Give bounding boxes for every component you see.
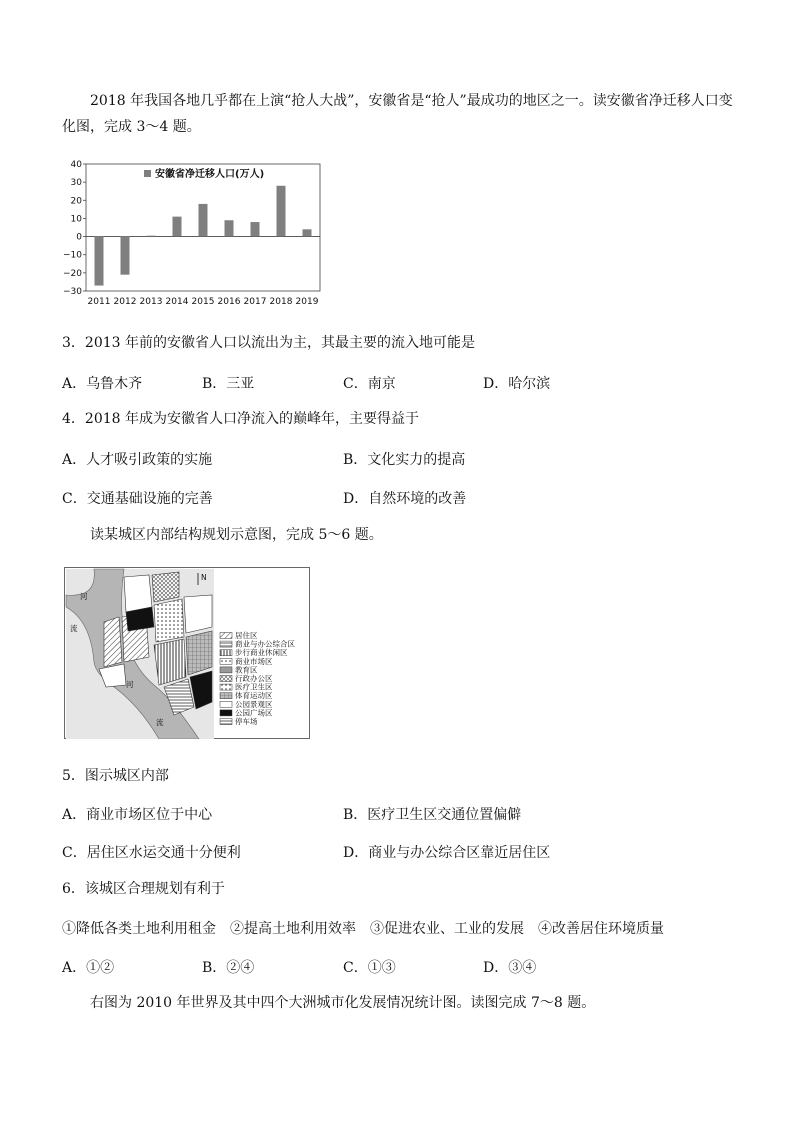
bar-2016 <box>225 220 234 236</box>
x-tick-label: 2014 <box>165 297 189 307</box>
legend-swatch <box>220 701 232 707</box>
bar-2018 <box>277 186 286 237</box>
river-label: 河 <box>80 592 88 601</box>
q3-option-b: B．三亚 <box>202 376 255 392</box>
north-label: N <box>201 573 207 582</box>
question-6-stem: 6．该城区合理规划有利于 <box>62 881 225 897</box>
legend-swatch <box>144 170 151 177</box>
question-5-stem: 5．图示城区内部 <box>62 768 169 784</box>
y-tick-label: −20 <box>63 268 82 279</box>
residential-block <box>104 617 122 667</box>
y-tick-label: 0 <box>76 232 82 243</box>
park-block <box>184 595 212 633</box>
y-tick-label: 30 <box>70 178 82 189</box>
x-tick-label: 2016 <box>217 297 241 307</box>
legend-swatch <box>220 684 232 690</box>
y-tick-label: 10 <box>70 214 82 225</box>
bar-2014 <box>173 217 182 237</box>
y-tick-label: 20 <box>70 196 82 207</box>
intro-paragraph-2: 读某城区内部结构规划示意图，完成 5～6 题。 <box>90 527 383 543</box>
bar-2015 <box>199 204 208 237</box>
intro-paragraph-3: 右图为 2010 年世界及其中四个大洲城市化发展情况统计图。读图完成 7～8 题。 <box>90 995 596 1011</box>
legend-swatch <box>220 650 232 656</box>
q4-option-a: A．人才吸引政策的实施 <box>62 452 213 468</box>
q6-choices: ①降低各类土地利用租金 ②提高土地利用效率 ③促进农业、工业的发展 ④改善居住环境质量 <box>62 921 664 937</box>
legend-label: 停车场 <box>235 717 258 726</box>
bar-2013 <box>147 236 156 237</box>
y-tick-label: −10 <box>63 250 82 261</box>
q3-option-d: D．哈尔滨 <box>483 376 551 392</box>
legend-label: 行政办公区 <box>235 674 273 683</box>
q5-option-a: A．商业市场区位于中心 <box>62 807 213 823</box>
admin-block <box>152 572 179 602</box>
legend-label: 体育运动区 <box>235 691 273 701</box>
net-migration-bar-chart <box>62 158 324 308</box>
x-tick-label: 2013 <box>139 297 163 307</box>
river-label: 流 <box>70 624 78 633</box>
x-tick-label: 2012 <box>113 297 137 307</box>
q6-option-d: D．③④ <box>483 960 537 976</box>
x-tick-label: 2018 <box>269 297 293 307</box>
legend-label: 公园景观区 <box>235 699 273 709</box>
sports-block <box>186 631 212 675</box>
x-tick-label: 2019 <box>295 297 319 307</box>
intro-paragraph-1: 2018 年我国各地几乎都在上演“抢人大战”，安徽省是“抢人”最成功的地区之一。读安徽省净迁移人口变化图，完成 3～4 题。 <box>62 93 733 135</box>
market-block <box>154 599 184 642</box>
park-block <box>124 575 152 612</box>
legend-swatch <box>220 710 232 716</box>
y-tick-label: −30 <box>63 287 82 297</box>
legend-label: 步行商业休闲区 <box>235 648 288 658</box>
x-tick-label: 2017 <box>243 297 267 307</box>
legend-label: 公园广场区 <box>235 708 273 718</box>
q4-option-d: D．自然环境的改善 <box>343 491 467 507</box>
x-tick-label: 2011 <box>87 297 111 307</box>
river-label: 流 <box>156 718 164 727</box>
legend-label: 商业与办公综合区 <box>235 639 295 649</box>
legend-label: 商业市场区 <box>235 656 273 666</box>
legend-swatch <box>220 676 232 682</box>
bar-2012 <box>121 237 130 275</box>
x-tick-label: 2015 <box>191 297 215 307</box>
legend-swatch <box>220 633 232 639</box>
question-4-stem: 4．2018 年成为安徽省人口净流入的巅峰年，主要得益于 <box>62 411 419 427</box>
river-label: 河 <box>126 680 134 689</box>
legend-swatch <box>220 667 232 673</box>
q4-option-b: B．文化实力的提高 <box>343 452 466 468</box>
pedestrian-block <box>154 639 186 685</box>
legend-label: 居住区 <box>235 631 258 640</box>
q6-option-a: A．①② <box>62 960 115 976</box>
q5-option-d: D．商业与办公综合区靠近居住区 <box>343 845 551 861</box>
question-3-stem: 3．2013 年前的安徽省人口以流出为主，其最主要的流入地可能是 <box>62 335 475 351</box>
legend-label: 安徽省净迁移人口(万人) <box>155 169 265 180</box>
legend-label: 医疗卫生区 <box>235 682 273 692</box>
y-tick-label: 40 <box>70 160 82 170</box>
q6-option-b: B．②④ <box>202 960 255 976</box>
legend-swatch <box>220 658 232 664</box>
legend-swatch <box>220 641 232 647</box>
legend-swatch <box>220 693 232 699</box>
q6-option-c: C．①③ <box>343 960 396 976</box>
q5-option-c: C．居住区水运交通十分便利 <box>62 845 241 861</box>
q4-option-c: C．交通基础设施的完善 <box>62 491 213 507</box>
q3-option-a: A．乌鲁木齐 <box>62 376 143 392</box>
legend-swatch <box>220 719 232 725</box>
legend-label: 教育区 <box>235 665 258 675</box>
q3-option-c: C．南京 <box>343 376 396 392</box>
bar-2017 <box>251 222 260 237</box>
q5-option-b: B．医疗卫生区交通位置偏僻 <box>343 807 522 823</box>
bar-2019 <box>303 229 312 236</box>
city-structure-map <box>64 567 310 739</box>
bar-2011 <box>95 237 104 286</box>
